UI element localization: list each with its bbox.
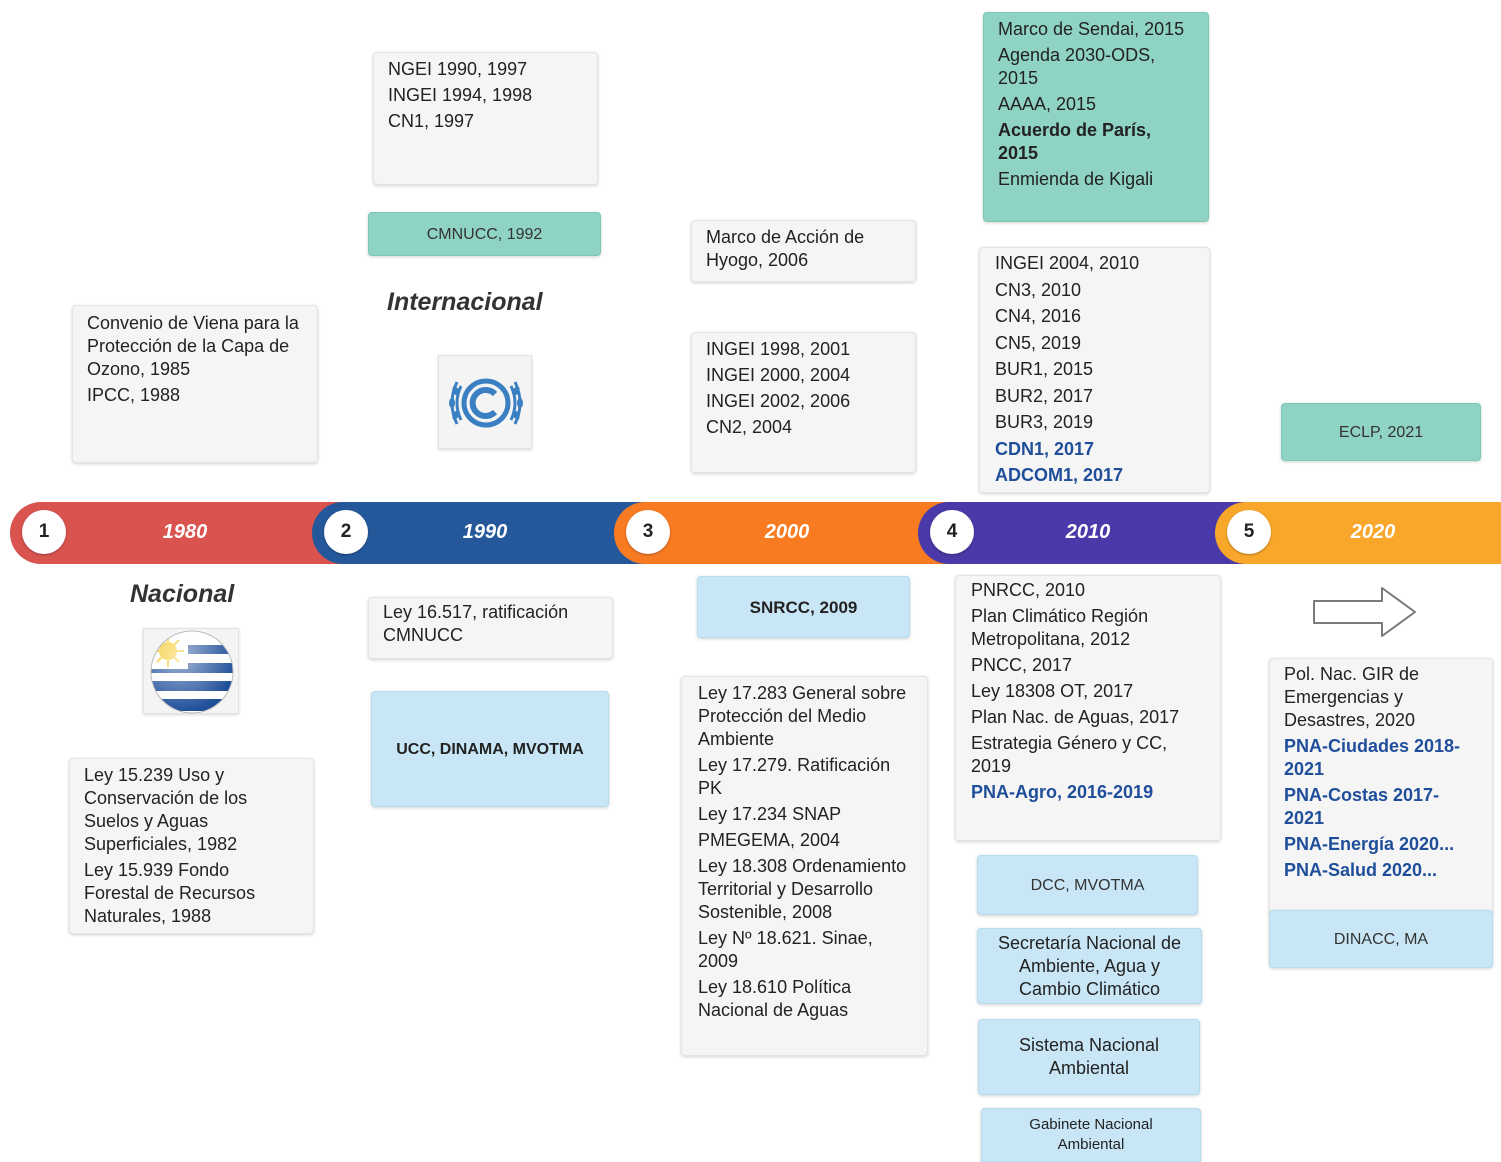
uruguay-flag-logo <box>143 628 239 714</box>
secretaria-label: Secretaría Nacional de Ambiente, Agua y Cambio Climático <box>997 932 1182 999</box>
ley-17283-line: Ley 17.283 General sobre Protección del Medio Ambiente <box>698 683 907 749</box>
segment-number-3: 3 <box>626 510 670 554</box>
ley-15939-line: Ley 15.939 Fondo Forestal de Recursos Naturales, 1988 <box>84 860 256 926</box>
unfccc-icon <box>439 356 533 450</box>
bur3-line: BUR3, 2019 <box>995 412 1094 432</box>
cn2-line: CN2, 2004 <box>706 417 793 437</box>
ley-15239-line: Ley 15.239 Uso y Conservación de los Suelos y Aguas Superficiales, 1982 <box>84 765 248 854</box>
box-secretaria <box>977 928 1202 1004</box>
box-ngei <box>373 52 598 185</box>
timeline-segment-2020 <box>1215 502 1501 564</box>
arrow-right-icon <box>1310 585 1420 639</box>
box-ley-15239 <box>69 758 314 934</box>
adcom1-line: ADCOM1, 2017 <box>995 465 1124 485</box>
segment-number-1: 1 <box>22 510 66 554</box>
segment-year-1990: 1990 <box>462 521 508 543</box>
segment-number-2: 2 <box>324 510 368 554</box>
cn1-line: CN1, 1997 <box>388 111 475 131</box>
sendai-line: Marco de Sendai, 2015 <box>998 19 1185 39</box>
uruguay-flag-icon <box>144 629 240 715</box>
pna-costas-line: PNA-Costas 2017-2021 <box>1284 785 1440 828</box>
plan-aguas-line: Plan Nac. de Aguas, 2017 <box>971 707 1180 727</box>
segment-number-4: 4 <box>930 510 974 554</box>
sistema-label: Sistema Nacional Ambiental <box>1018 1035 1160 1078</box>
box-cmnucc <box>368 212 601 256</box>
box-dcc <box>977 855 1198 915</box>
pna-salud-line: PNA-Salud 2020... <box>1284 860 1438 880</box>
plan-climatico-line: Plan Climático Región Metropolitana, 2012 <box>971 606 1149 649</box>
agenda-2030-line: Agenda 2030-ODS, 2015 <box>998 45 1156 88</box>
bur1-line: BUR1, 2015 <box>995 359 1094 379</box>
cdn1-line: CDN1, 2017 <box>995 438 1095 459</box>
segment-number-5: 5 <box>1227 510 1271 554</box>
cmnucc-label: CMNUCC, 1992 <box>426 225 543 243</box>
ley-16517-label: Ley 16.517, ratificación CMNUCC <box>383 602 569 645</box>
box-viena-ipcc <box>72 305 318 463</box>
pna-agro-line: PNA-Agro, 2016-2019 <box>971 782 1154 802</box>
estrategia-genero-line: Estrategia Género y CC, 2019 <box>971 733 1168 776</box>
ingei-2000-line: INGEI 2000, 2004 <box>706 365 851 385</box>
box-gabinete <box>981 1108 1201 1162</box>
segment-year-2020: 2020 <box>1350 521 1396 543</box>
box-ucc <box>371 691 609 807</box>
nacional-label: Nacional <box>130 580 235 608</box>
hyogo-label: Marco de Acción de Hyogo, 2006 <box>706 227 865 270</box>
timeline-segment-1990 <box>312 502 648 564</box>
timeline-segment-2010 <box>918 502 1248 564</box>
box-pnrcc <box>955 575 1221 841</box>
box-ley-16517 <box>368 597 613 659</box>
dinacc-label: DINACC, MA <box>1333 930 1429 948</box>
cn4-line: CN4, 2016 <box>995 306 1082 326</box>
box-pol-2020 <box>1269 658 1493 916</box>
snrcc-label: SNRCC, 2009 <box>749 597 858 617</box>
pnrcc-line: PNRCC, 2010 <box>971 580 1086 600</box>
internacional-label: Internacional <box>387 288 543 316</box>
ipcc-line: IPCC, 1988 <box>87 385 181 405</box>
cn3-line: CN3, 2010 <box>995 279 1082 300</box>
box-ingei-2010 <box>979 247 1210 493</box>
cn5-line: CN5, 2019 <box>995 332 1082 353</box>
pncc-line: PNCC, 2017 <box>971 655 1073 675</box>
ingei-2002-line: INGEI 2002, 2006 <box>706 391 851 411</box>
viena-line: Convenio de Viena para la Protección de la Capa de Ozono, 1985 <box>87 313 299 379</box>
ley-18621-line: Ley Nº 18.621. Sinae, 2009 <box>698 928 873 971</box>
unfccc-logo <box>438 355 532 449</box>
box-snrcc <box>697 576 910 638</box>
ley-17234-line: Ley 17.234 SNAP <box>698 804 842 824</box>
box-ingei-2000 <box>691 332 916 473</box>
box-dinacc <box>1269 910 1493 968</box>
box-sistema <box>978 1019 1200 1095</box>
eclp-label: ECLP, 2021 <box>1338 423 1424 441</box>
segment-year-1980: 1980 <box>162 521 208 543</box>
gabinete-label: Gabinete Nacional Ambiental <box>1029 1116 1153 1153</box>
ingei-2004-line: INGEI 2004, 2010 <box>995 253 1140 273</box>
pna-ciudades-line: PNA-Ciudades 2018-2021 <box>1284 736 1461 779</box>
ingei-1994-line: INGEI 1994, 1998 <box>388 85 533 105</box>
ley-17279-line: Ley 17.279. Ratificación PK <box>698 755 891 798</box>
acuerdo-paris-line: Acuerdo de París, 2015 <box>998 120 1152 163</box>
kigali-line: Enmienda de Kigali <box>998 169 1154 189</box>
segment-year-2000: 2000 <box>764 521 810 543</box>
box-leyes-2000 <box>681 676 928 1056</box>
ley-18308-ot-line: Ley 18308 OT, 2017 <box>971 681 1134 701</box>
pna-energia-line: PNA-Energía 2020... <box>1284 834 1455 854</box>
timeline-segment-1980 <box>10 502 340 564</box>
box-eclp <box>1281 403 1481 461</box>
pol-nac-gir-line: Pol. Nac. GIR de Emergencias y Desastres, 2020 <box>1284 664 1420 730</box>
aaaa-line: AAAA, 2015 <box>998 94 1097 114</box>
bur2-line: BUR2, 2017 <box>995 385 1094 406</box>
ucc-label: UCC, DINAMA, MVOTMA <box>396 740 584 758</box>
ingei-1998-line: INGEI 1998, 2001 <box>706 339 851 359</box>
timeline-bar <box>10 502 1501 564</box>
ley-18610-line: Ley 18.610 Política Nacional de Aguas <box>698 977 852 1020</box>
ley-18308-line: Ley 18.308 Ordenamiento Territorial y Desarrollo Sostenible, 2008 <box>698 856 907 922</box>
timeline-segment-2000 <box>614 502 950 564</box>
segment-year-2010: 2010 <box>1065 521 1111 543</box>
ngei-line: NGEI 1990, 1997 <box>388 59 528 79</box>
dcc-label: DCC, MVOTMA <box>1030 876 1145 894</box>
pmegema-line: PMEGEMA, 2004 <box>698 830 841 850</box>
box-hyogo <box>691 220 916 282</box>
box-sendai <box>983 12 1209 222</box>
